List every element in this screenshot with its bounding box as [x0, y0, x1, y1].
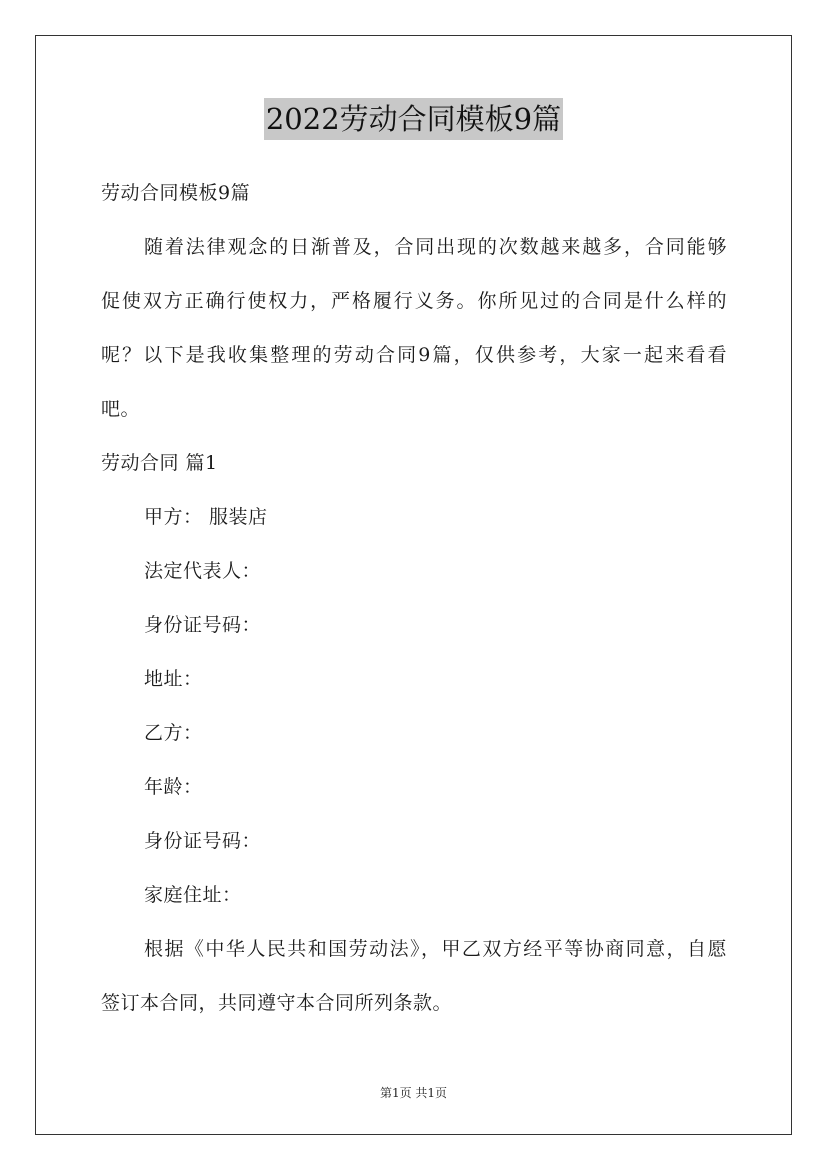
field-legal-rep: 法定代表人：	[144, 560, 262, 582]
intro-line-2: 促使双方正确行使权力，严格履行义务。你所见过的合同是什么样的	[101, 290, 727, 312]
basis-line-2: 签订本合同，共同遵守本合同所列条款。	[101, 992, 453, 1014]
field-address: 地址：	[144, 668, 203, 690]
document-body	[101, 166, 727, 1030]
title-container	[0, 98, 827, 140]
basis-line-1: 根据《中华人民共和国劳动法》，甲乙双方经平等协商同意，自愿	[144, 938, 727, 960]
intro-line-4: 吧。	[101, 398, 141, 420]
page-footer: 第1页 共1页	[379, 1086, 448, 1100]
field-party-b: 乙方：	[144, 722, 203, 744]
field-id-number-b: 身份证号码：	[144, 830, 262, 852]
field-age: 年龄：	[144, 776, 203, 798]
document-subtitle: 劳动合同模板9篇	[101, 182, 251, 204]
section-heading: 劳动合同 篇1	[101, 452, 218, 474]
field-home-address: 家庭住址：	[144, 884, 242, 906]
document-title: 2022劳动合同模板9篇	[264, 98, 563, 140]
field-id-number-a: 身份证号码：	[144, 614, 262, 636]
intro-line-3: 呢？以下是我收集整理的劳动合同9篇，仅供参考，大家一起来看看	[101, 344, 727, 366]
intro-line-1: 随着法律观念的日渐普及，合同出现的次数越来越多，合同能够	[144, 236, 727, 258]
field-party-a: 甲方： 服装店	[144, 506, 268, 528]
